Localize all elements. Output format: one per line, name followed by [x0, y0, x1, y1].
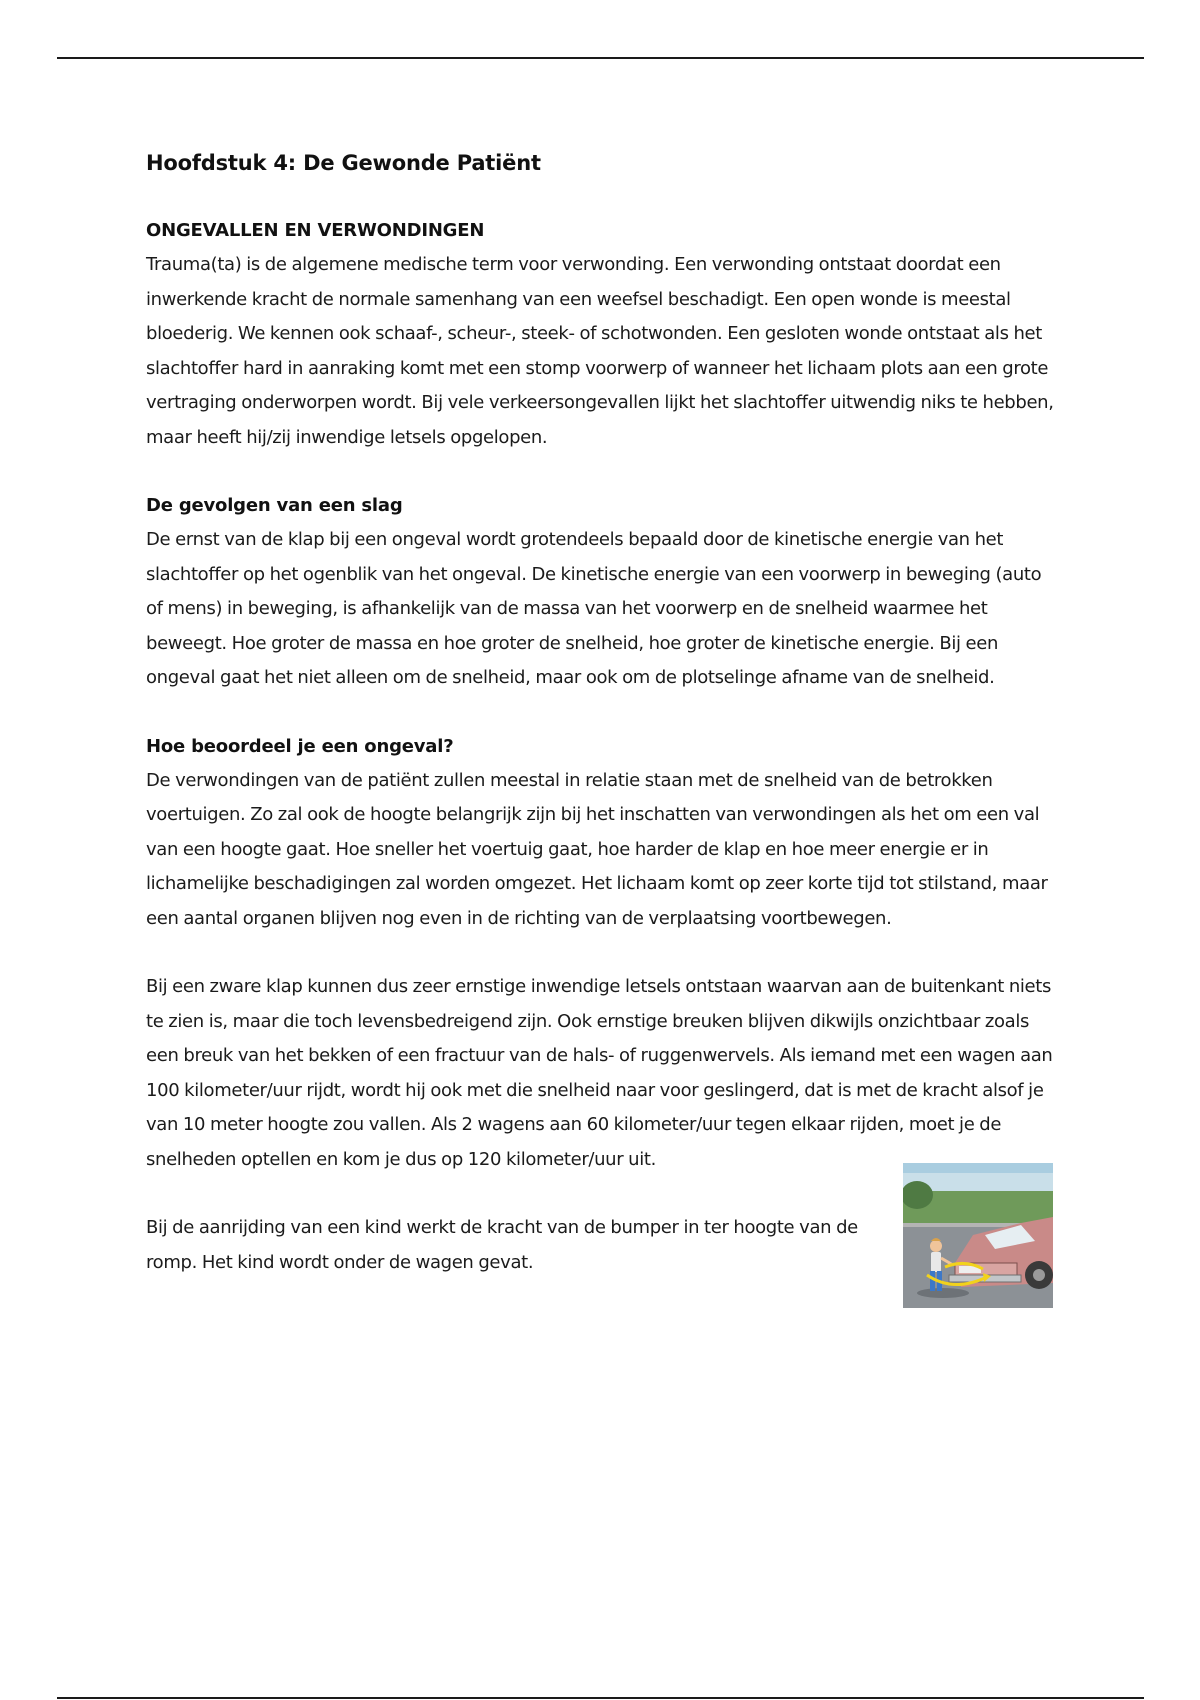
bottom-rule — [57, 1697, 1144, 1699]
section-heading: De gevolgen van een slag — [146, 495, 403, 516]
section-heading: Hoe beoordeel je een ongeval? — [146, 735, 454, 757]
page-title: Hoofdstuk 4: De Gewonde Patiënt — [146, 151, 541, 175]
section-paragraph: De verwondingen van de patiënt zullen meestal in relatie staan met de snelheid van de betrokken voertuigen. Zo zal ook de hoogte belangrijk zijn bij het inschatten van verwondingen als het om een val van een hoogte gaat. Hoe sneller het voertuig gaat, hoe harder de klap en hoe meer energie er in lichamelijke beschadigingen zal worden omgezet. Het lichaam komt op zeer korte tijd tot stilstand, maar een aantal organen blijven nog even in de richting van de verplaatsing voortbewegen. — [146, 769, 1048, 929]
section-heading: ONGEVALLEN EN VERWONDINGEN — [146, 220, 485, 241]
section-beoordeel — [146, 730, 1061, 1362]
child-collision-row — [146, 1211, 1061, 1361]
document-body — [146, 146, 1061, 1361]
section-gevolgen — [146, 489, 1061, 696]
section-paragraph: Bij de aanrijding van een kind werkt de kracht van de bumper in ter hoogte van de romp. Het kind wordt onder de wagen gevat. — [146, 1217, 858, 1273]
section-paragraph: Bij een zware klap kunnen dus zeer ernstige inwendige letsels ontstaan waarvan aan de buitenkant niets te zien is, maar die toch levensbedreigend zijn. Ook ernstige breuken blijven dikwijls onzichtbaar zoals een breuk van het bekken of een fractuur van de hals- of ruggenwervels. Als iemand met een wagen aan 100 kilometer/uur rijdt, wordt hij ook met die snelheid naar voor geslingerd, dat is met de kracht alsof je van 10 meter hoogte zou vallen. Als 2 wagens aan 60 kilometer/uur tegen elkaar rijden, moet je de snelheden optellen en kom je dus op 120 kilometer/uur uit. — [146, 976, 1053, 1170]
child-collision-illustration — [903, 1163, 1053, 1308]
section-paragraph: De ernst van de klap bij een ongeval wordt grotendeels bepaald door de kinetische energie van het slachtoffer op het ogenblik van het ongeval. De kinetische energie van een voorwerp in beweging (auto of mens) in beweging, is afhankelijk van de massa van het voorwerp en de snelheid waarmee het beweegt. Hoe groter de massa en hoe groter de snelheid, hoe groter de kinetische energie. Bij een ongeval gaat het niet alleen om de snelheid, maar ook om de plotselinge afname van de snelheid. — [146, 529, 1042, 688]
section-paragraph: Trauma(ta) is de algemene medische term voor verwonding. Een verwonding ontstaat doordat een inwerkende kracht de normale samenhang van een weefsel beschadigt. Een open wonde is meestal bloederig. We kennen ook schaaf-, scheur-, steek- of schotwonden. Een gesloten wonde ontstaat als het slachtoffer hard in aanraking komt met een stomp voorwerp of wanneer het lichaam plots aan een grote vertraging onderworpen wordt. Bij vele verkeersongevallen lijkt het slachtoffer uitwendig niks te hebben, maar heeft hij/zij inwendige letsels opgelopen. — [146, 254, 1054, 448]
top-rule — [57, 57, 1144, 59]
section-ongevallen — [146, 214, 1061, 455]
